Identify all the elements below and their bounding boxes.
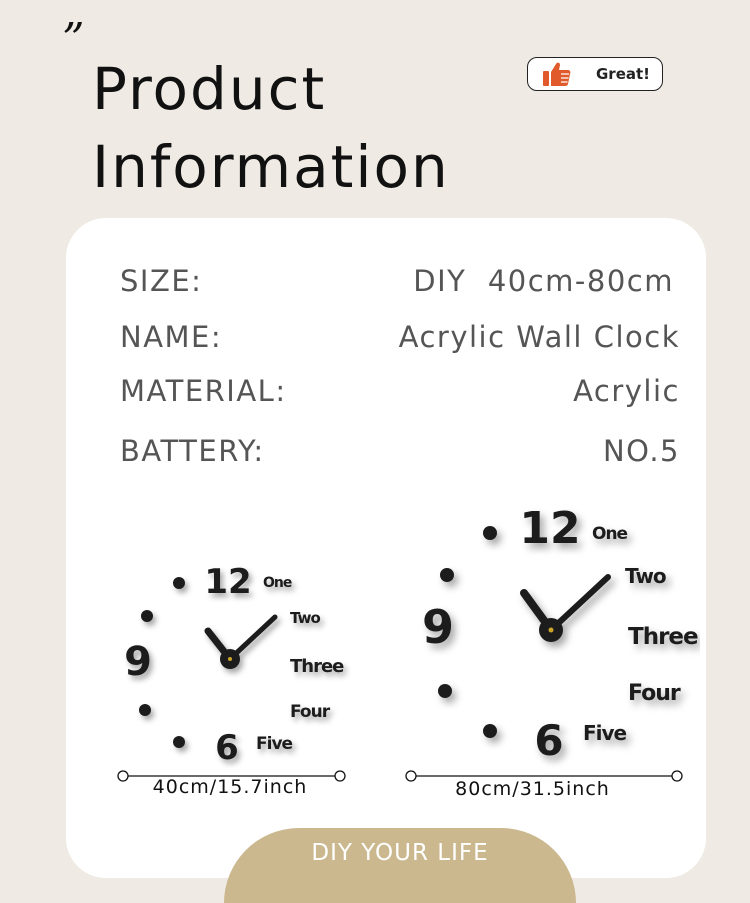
spec-label-size: SIZE:	[120, 264, 203, 298]
large-word-five: Five	[583, 721, 627, 745]
spec-label-material: MATERIAL:	[120, 374, 287, 408]
quote-mark: ”	[62, 14, 85, 65]
large-word-two: Two	[625, 564, 666, 588]
spec-label-battery: BATTERY:	[120, 434, 265, 468]
large-dimension-label: 80cm/31.5inch	[455, 778, 610, 800]
large-numeral-12: 12	[519, 503, 581, 554]
small-word-five: Five	[256, 734, 293, 754]
small-numeral-9: 9	[124, 639, 152, 685]
diy-your-life-banner	[224, 828, 576, 903]
small-word-four: Four	[290, 702, 330, 722]
title-line-2: Information	[92, 133, 450, 201]
title-line-1: Product	[92, 55, 327, 123]
large-word-one: One	[592, 524, 628, 544]
small-word-two: Two	[290, 609, 320, 627]
small-word-one: One	[263, 575, 292, 591]
spec-label-name: NAME:	[120, 320, 223, 354]
small-word-three: Three	[290, 656, 344, 677]
cta-label: DIY YOUR LIFE	[311, 840, 489, 866]
large-numeral-6: 6	[534, 716, 564, 765]
large-word-four: Four	[628, 681, 680, 706]
small-numeral-6: 6	[215, 728, 239, 768]
small-dimension-label: 40cm/15.7inch	[152, 776, 308, 798]
small-numeral-12: 12	[204, 562, 252, 602]
spec-value-battery: NO.5	[602, 434, 680, 468]
large-numeral-9: 9	[421, 600, 455, 654]
spec-value-material: Acrylic	[573, 374, 680, 408]
spec-value-size: DIY 40cm-80cm	[413, 264, 674, 298]
badge-label: Great!	[596, 65, 651, 83]
large-word-three: Three	[628, 624, 698, 650]
spec-value-name: Acrylic Wall Clock	[398, 320, 680, 354]
